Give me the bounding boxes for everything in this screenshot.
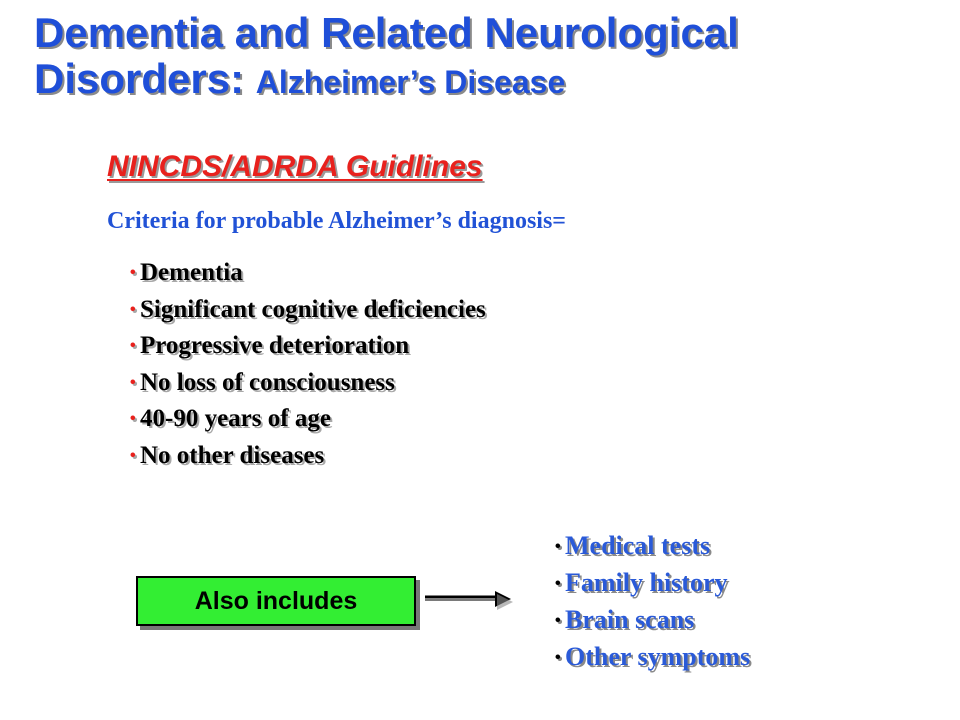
- bullet-icon: •: [130, 337, 136, 354]
- criteria-item-progressive: [130, 331, 486, 368]
- also-item-brain-scans: [555, 604, 750, 641]
- also-includes-list: [555, 530, 750, 678]
- also-item-label: Other symptoms: [565, 642, 751, 671]
- bullet-icon: •: [130, 446, 136, 464]
- also-item-label: Medical tests: [565, 531, 711, 560]
- right-arrow-icon: [425, 588, 515, 612]
- criteria-list: [130, 258, 486, 477]
- also-item-label: Brain scans: [565, 605, 695, 634]
- bullet-icon: •: [555, 575, 561, 592]
- also-item-label: Family history: [565, 568, 728, 597]
- also-item-other-symptoms: [555, 641, 750, 678]
- criteria-item-label: 40-90 years of age: [140, 405, 331, 432]
- bullet-icon: •: [130, 300, 136, 318]
- also-item-family-history: [555, 567, 750, 604]
- criteria-item-label: Significant cognitive deficiencies: [140, 295, 486, 323]
- bullet-icon: •: [555, 612, 561, 629]
- slide-title-main: Dementia and Related Neurological Disorders:: [34, 9, 739, 103]
- bullet-icon: •: [130, 410, 136, 427]
- criteria-item-cognitive: [130, 295, 486, 332]
- criteria-item-other-diseases: [130, 441, 486, 478]
- criteria-item-label: No other diseases: [140, 441, 325, 469]
- criteria-item-label: No loss of consciousness: [140, 368, 395, 396]
- also-item-medical-tests: [555, 530, 750, 567]
- slide-title: [34, 10, 934, 102]
- bullet-icon: •: [130, 264, 136, 281]
- criteria-heading: Criteria for probable Alzheimer’s diagnosis=: [107, 208, 566, 234]
- bullet-icon: •: [130, 373, 136, 391]
- bullet-icon: •: [555, 649, 561, 666]
- slide-title-sub: Alzheimer’s Disease: [255, 64, 566, 101]
- criteria-item-consciousness: [130, 368, 486, 405]
- criteria-item-label: Dementia: [140, 259, 243, 286]
- criteria-item-age: [130, 404, 486, 441]
- bullet-icon: •: [555, 538, 561, 555]
- criteria-item-label: Progressive deterioration: [140, 332, 410, 359]
- guidelines-heading: NINCDS/ADRDA Guidlines: [107, 150, 483, 183]
- also-includes-box: Also includes: [136, 576, 416, 626]
- criteria-item-dementia: [130, 258, 486, 295]
